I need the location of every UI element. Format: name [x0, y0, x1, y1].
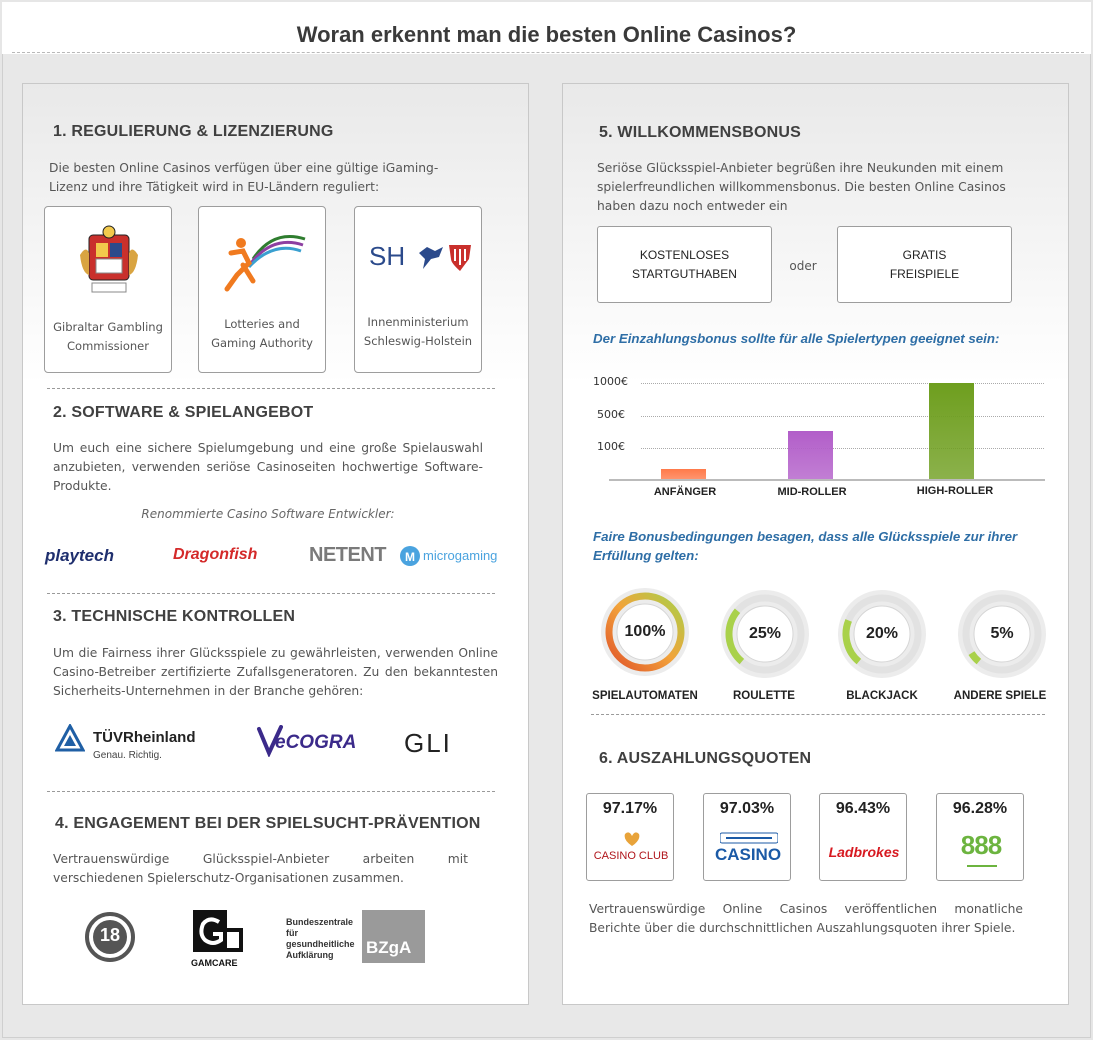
chart-gridline: [641, 416, 1044, 417]
ring-label: ROULETTE: [733, 690, 795, 702]
software-provider-logos: [41, 542, 501, 572]
section-divider: [591, 714, 1045, 715]
bzga-logo-box: [362, 910, 425, 963]
bonus-chart: [563, 364, 1070, 504]
section-4-heading: 4. ENGAGEMENT BEI DER SPIELSUCHT-PRÄVENTION: [55, 815, 481, 832]
tuv-tagline: Genau. Richtig.: [93, 750, 162, 761]
gli-logo: GLI: [404, 728, 452, 758]
williamhill-logo: CASINO: [714, 845, 782, 864]
payout-value: 97.17%: [602, 800, 658, 817]
ring-value: 25%: [748, 625, 782, 642]
chart-tick-label: 1000€: [593, 375, 628, 388]
bonus-box-startguthaben[interactable]: KOSTENLOSES STARTGUTHABEN: [597, 226, 772, 303]
license-card-label: Gibraltar Gambling: [53, 320, 163, 334]
bonus-box-freispiele[interactable]: GRATIS FREISPIELE: [837, 226, 1012, 303]
software-caption: Renommierte Casino Software Entwickler:: [141, 507, 395, 521]
license-card-schleswig-holstein[interactable]: [354, 206, 482, 373]
section-5-text: Seriöse Glücksspiel-Anbieter begrüßen ihre Neukunden mit einem spielerfreundlichen willkommensbonus. Die besten Online Casinos haben dazu noch entweder ein: [597, 161, 1006, 213]
payout-value: 97.03%: [719, 800, 775, 817]
ring-roulette: [719, 588, 811, 680]
ring-value: 100%: [624, 623, 666, 640]
payout-card-williamhill[interactable]: [703, 793, 791, 881]
rings-question: Faire Bonusbedingungen besagen, dass alle Glücksspiele zur ihrer Erfüllung gelten:: [593, 529, 1018, 563]
right-panel: [562, 83, 1069, 1005]
license-card-label: Lotteries and: [224, 317, 300, 331]
chart-category-label: ANFÄNGER: [653, 486, 717, 498]
chart-tick-label: 500€: [597, 408, 625, 421]
ladbrokes-logo: Ladbrokes: [828, 844, 900, 860]
section-3-text: Um die Fairness ihrer Glücksspiele zu gewährleisten, verwenden Online Casino-Betreiber zertifizierte Zufallsgeneratoren. Zu den bekanntesten Sicherheits-Unternehmen in der Branche gehören:: [53, 646, 498, 698]
section-6-heading: 6. AUSZAHLUNGSQUOTEN: [599, 750, 812, 767]
gamcare-icon: [191, 908, 245, 956]
chart-category-label: HIGH-ROLLER: [916, 485, 994, 497]
payout-card-888[interactable]: [936, 793, 1024, 881]
svg-text:M: M: [405, 550, 415, 564]
section-divider: [47, 388, 495, 389]
ring-label: BLACKJACK: [846, 690, 918, 702]
license-card-gibraltar[interactable]: [44, 206, 172, 373]
dragonfish-logo: Dragonfish: [173, 546, 258, 563]
section-1-heading: 1. REGULIERUNG & LIZENZIERUNG: [53, 123, 334, 140]
section-6-text: Vertrauenswürdige Online Casinos veröffentlichen monatliche Berichte über die durchschnittlichen Auszahlungsquoten ihrer Spiele.: [589, 902, 1023, 935]
bzga-text: Bundeszentrale für gesundheitliche Aufklärung: [286, 917, 355, 960]
ring-blackjack: [836, 588, 928, 680]
888-casino-wordmark-icon: [967, 861, 997, 871]
license-card-label: Innenministerium: [367, 315, 469, 329]
williamhill-icon: [720, 832, 778, 844]
section-2-heading: 2. SOFTWARE & SPIELANGEBOT: [53, 404, 314, 421]
section-4-text: Vertrauenswürdige Glücksspiel-Anbieter arbeiten mit verschiedenen Spielerschutz-Organisationen zusammen.: [53, 852, 468, 885]
ring-value: 5%: [990, 625, 1014, 642]
microgaming-logo: microgaming: [423, 548, 498, 563]
section-divider: [47, 593, 495, 594]
ring-value: 20%: [865, 625, 899, 642]
left-panel: [22, 83, 529, 1005]
payout-card-ladbrokes[interactable]: [819, 793, 907, 881]
ecogra-logo: eCOGRA: [275, 732, 357, 753]
chart-bar-anfaenger: [661, 469, 706, 479]
license-card-malta[interactable]: [198, 206, 326, 373]
888-logo: 888: [960, 830, 1002, 860]
gamcare-logo: GAMCARE: [191, 958, 238, 968]
casinoclub-icon: [621, 830, 643, 848]
chart-tick-label: 100€: [597, 440, 625, 453]
chart-bar-high-roller: [929, 383, 974, 479]
or-text: oder: [789, 259, 817, 273]
malta-lga-icon: [223, 229, 307, 297]
payout-value: 96.28%: [952, 800, 1008, 817]
casinoclub-logo: CASINO CLUB: [593, 850, 669, 862]
tuv-logo-text: TÜVRheinland: [93, 729, 196, 746]
tuv-triangle-icon: [55, 724, 85, 752]
ring-label: ANDERE SPIELE: [953, 690, 1047, 702]
payout-value: 96.43%: [835, 800, 891, 817]
age-18-text: 18: [99, 925, 121, 945]
chart-bar-mid-roller: [788, 431, 833, 479]
ring-andere-spiele: [956, 588, 1048, 680]
license-card-label: Schleswig-Holstein: [363, 334, 473, 348]
page-title: Woran erkennt man die besten Online Casinos?: [296, 22, 797, 47]
playtech-logo: playtech: [45, 546, 114, 565]
netent-logo: NETENT: [309, 544, 386, 566]
section-2-text: Um euch eine sichere Spielumgebung und eine große Spielauswahl anzubieten, verwenden seriöse Casinoseiten hochwertige Software-Produkte.: [53, 441, 483, 493]
chart-axis: [609, 479, 1045, 481]
sh-logo-text: SH: [369, 241, 406, 271]
section-3-heading: 3. TECHNISCHE KONTROLLEN: [53, 608, 296, 625]
bonus-chart-question: Der Einzahlungsbonus sollte für alle Spielertypen geeignet sein:: [593, 331, 1000, 346]
title-divider: [12, 52, 1084, 53]
chart-gridline: [641, 448, 1044, 449]
ring-spielautomaten: [599, 586, 691, 678]
bzga-logo: BZgA: [366, 938, 412, 957]
license-card-label: Commissioner: [67, 339, 149, 353]
section-divider: [47, 791, 495, 792]
schleswig-holstein-icon: [417, 241, 473, 273]
payout-card-casinoclub[interactable]: [586, 793, 674, 881]
chart-gridline: [641, 383, 1044, 384]
chart-category-label: MID-ROLLER: [777, 486, 847, 498]
section-5-heading: 5. WILLKOMMENSBONUS: [599, 124, 802, 141]
microgaming-icon: [399, 544, 421, 568]
gibraltar-crest-icon: [78, 225, 140, 295]
ring-label: SPIELAUTOMATEN: [592, 690, 698, 702]
license-card-label: Gaming Authority: [211, 336, 313, 350]
section-1-text: Die besten Online Casinos verfügen über eine gültige iGaming-Lizenz und ihre Tätigkeit wird in EU-Ländern reguliert:: [49, 161, 439, 194]
